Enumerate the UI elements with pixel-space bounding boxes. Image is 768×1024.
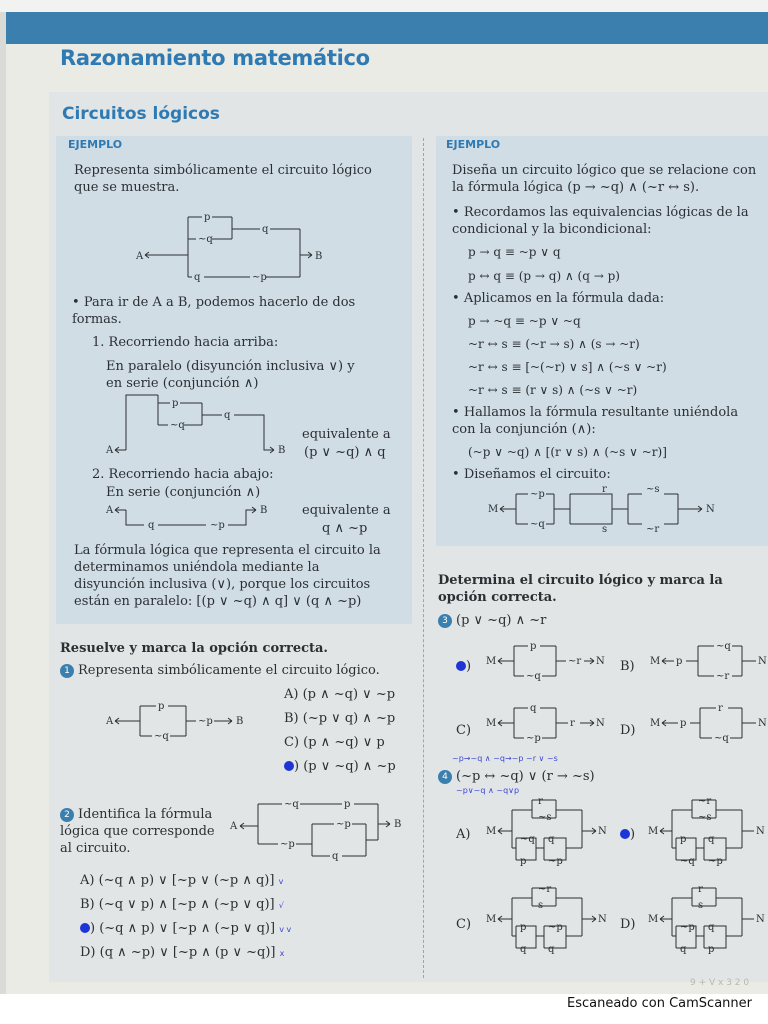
ink-mark: v — [278, 877, 284, 886]
resuelve-title: Resuelve y marca la opción correcta. — [60, 641, 328, 656]
svg-text:A: A — [136, 251, 144, 262]
left-example-label: EJEMPLO — [68, 138, 123, 151]
circuit-example-down — [106, 503, 290, 533]
equation-1: p → q ≡ ~p ∨ q — [468, 245, 561, 259]
equation-4: ~r ↔ s ≡ (~r → s) ∧ (s → ~r) — [468, 337, 640, 351]
svg-text:M: M — [650, 718, 661, 729]
question-3-formula: (p ∨ ~q) ∧ ~r — [456, 613, 547, 628]
svg-text:~p: ~p — [530, 489, 545, 500]
svg-text:~p: ~p — [548, 856, 563, 867]
svg-text:~r: ~r — [568, 656, 582, 667]
header-band — [6, 12, 768, 44]
svg-text:q: q — [148, 520, 155, 531]
question-2 — [60, 806, 230, 857]
svg-text:r: r — [570, 718, 575, 729]
svg-text:p: p — [708, 944, 715, 955]
question-3 — [438, 612, 546, 629]
svg-text:N: N — [596, 656, 605, 667]
svg-text:r: r — [718, 703, 723, 714]
svg-text:~r: ~r — [698, 796, 712, 807]
svg-text:q: q — [520, 944, 527, 955]
svg-text:A: A — [106, 716, 114, 727]
right-example-label: EJEMPLO — [446, 138, 501, 151]
column-divider — [423, 138, 424, 978]
step2-text: En serie (conjunción ∧) — [106, 485, 261, 500]
svg-text:~p: ~p — [252, 272, 267, 283]
svg-text:p: p — [520, 922, 527, 933]
right-bullet-3: • Hallamos la fórmula resultante uniéndola con la conjunción (∧): — [452, 405, 739, 437]
selected-mark — [284, 761, 294, 771]
q4-option-b[interactable] — [620, 826, 635, 843]
svg-text:N: N — [756, 826, 765, 837]
svg-text:~r: ~r — [538, 884, 552, 895]
svg-text:~p: ~p — [210, 520, 225, 531]
q1-option-d-text: ) (p ∨ ~q) ∧ ~p — [294, 759, 396, 774]
svg-text:p: p — [344, 799, 351, 810]
svg-text:M: M — [486, 826, 497, 837]
svg-text:B: B — [278, 445, 286, 456]
svg-text:M: M — [486, 718, 497, 729]
svg-text:~q: ~q — [714, 733, 729, 744]
ink-mark: v v — [279, 925, 292, 934]
q2-option-a[interactable] — [80, 872, 283, 890]
svg-text:N: N — [598, 826, 607, 837]
question-3-number: 3 — [438, 614, 452, 628]
right-example-prompt: Diseña un circuito lógico que se relacione con la fórmula lógica (p → ~q) ∧ (~r ↔ s). — [452, 163, 757, 195]
circuit-example-1 — [136, 205, 336, 285]
q1-option-a[interactable]: A) (p ∧ ~q) ∨ ~p — [284, 687, 396, 702]
svg-text:q: q — [680, 944, 687, 955]
svg-text:N: N — [758, 718, 767, 729]
svg-text:B: B — [236, 716, 244, 727]
question-1 — [60, 662, 380, 679]
svg-text:M: M — [648, 914, 659, 925]
svg-text:B: B — [315, 251, 323, 262]
svg-text:~p: ~p — [548, 922, 563, 933]
svg-text:N: N — [758, 656, 767, 667]
svg-text:p: p — [680, 834, 687, 845]
determina-title: Determina el circuito lógico y marca la opción correcta. — [438, 573, 723, 605]
svg-text:p: p — [172, 398, 179, 409]
q4-option-d-label[interactable]: D) — [620, 917, 636, 932]
equation-2: p ↔ q ≡ (p → q) ∧ (q → p) — [468, 269, 620, 283]
circuit-example-up — [106, 395, 290, 457]
svg-text:p: p — [158, 701, 165, 712]
top-edge — [0, 0, 768, 12]
q4-option-a-label[interactable]: A) — [456, 827, 471, 842]
right-bullet-1: • Recordamos las equivalencias lógicas de la condicional y la bicondicional: — [452, 205, 749, 237]
svg-text:~q: ~q — [526, 671, 541, 682]
left-bullet-intro: • Para ir de A a B, podemos hacerlo de dos formas. — [72, 295, 356, 327]
svg-text:~s: ~s — [698, 812, 712, 823]
svg-text:~r: ~r — [646, 524, 660, 535]
svg-text:q: q — [332, 851, 339, 862]
circuit-q4-b[interactable] — [648, 796, 768, 866]
svg-text:~q: ~q — [520, 834, 535, 845]
svg-text:p: p — [520, 856, 527, 867]
svg-text:s: s — [698, 900, 704, 911]
svg-text:q: q — [224, 410, 231, 421]
q2-option-b[interactable] — [80, 896, 284, 914]
circuit-q3-d[interactable] — [650, 702, 768, 742]
svg-text:s: s — [602, 524, 608, 535]
q3-option-d-label[interactable]: D) — [620, 723, 636, 738]
svg-text:B: B — [260, 505, 268, 516]
q2-option-a-text: A) (~q ∧ p) ∨ [~p ∨ (~p ∧ q)] — [80, 873, 275, 888]
svg-text:~p: ~p — [336, 819, 351, 830]
circuit-q3-b[interactable] — [650, 640, 768, 680]
right-bullet-3-text: Hallamos la fórmula resultante uniéndola con la conjunción (∧): — [452, 405, 739, 437]
step1-formula: (p ∨ ~q) ∧ q — [304, 445, 386, 460]
circuit-q3-c[interactable] — [486, 702, 610, 742]
svg-text:p: p — [204, 212, 211, 223]
svg-text:r: r — [698, 884, 703, 895]
equation-5: ~r ↔ s ≡ [~(~r) ∨ s] ∧ (~s ∨ ~r) — [468, 360, 667, 374]
section-title: Circuitos lógicos — [62, 104, 220, 124]
svg-text:~r: ~r — [716, 671, 730, 682]
right-bullet-1-text: Recordamos las equivalencias lógicas de la condicional y la bicondicional: — [452, 205, 749, 237]
svg-text:~p: ~p — [280, 839, 295, 850]
svg-text:p: p — [676, 656, 683, 667]
circuit-q1 — [106, 700, 266, 744]
svg-text:~p: ~p — [526, 733, 541, 744]
svg-text:A: A — [106, 445, 114, 456]
svg-text:~q: ~q — [530, 519, 545, 530]
q2-option-d-text: D) (q ∧ ~p) ∨ [~p ∧ (p ∨ ~q)] — [80, 945, 276, 960]
svg-text:q: q — [548, 944, 555, 955]
svg-text:~q: ~q — [680, 856, 695, 867]
q4-option-b-label: ) — [630, 827, 636, 842]
svg-text:~q: ~q — [170, 420, 185, 431]
svg-text:~s: ~s — [538, 812, 552, 823]
q3-option-a-label: ) — [466, 659, 472, 674]
question-1-number: 1 — [60, 664, 74, 678]
svg-text:~p: ~p — [680, 922, 695, 933]
step1-text: En paralelo (disyunción inclusiva ∨) y en serie (conjunción ∧) — [106, 359, 355, 391]
svg-text:N: N — [598, 914, 607, 925]
svg-text:p: p — [530, 641, 537, 652]
handwritten-note-2: ~p∨~q ∧ ~q∨p — [456, 786, 520, 795]
left-bullet-intro-text: Para ir de A a B, podemos hacerlo de dos formas. — [72, 295, 356, 327]
svg-text:q: q — [708, 922, 715, 933]
page-heading: Razonamiento matemático — [60, 46, 370, 70]
svg-text:~q: ~q — [716, 641, 731, 652]
svg-text:q: q — [708, 834, 715, 845]
svg-text:~q: ~q — [154, 731, 169, 742]
svg-text:~q: ~q — [198, 234, 213, 245]
q1-option-b[interactable]: B) (~p ∨ q) ∧ ~p — [284, 711, 396, 726]
circuit-q2 — [230, 798, 410, 868]
svg-text:~p: ~p — [198, 716, 213, 727]
svg-text:N: N — [706, 504, 715, 515]
selected-mark — [80, 923, 90, 933]
q4-option-c-label[interactable]: C) — [456, 917, 472, 932]
left-example-prompt: Representa simbólicamente el circuito lógico que se muestra. — [74, 163, 372, 195]
svg-text:N: N — [596, 718, 605, 729]
step2-formula: q ∧ ~p — [322, 521, 368, 536]
handwritten-note-1: ~p→~q ∧ ~q→~p ~r ∨ ~s — [452, 754, 558, 763]
step1-title: 1. Recorriendo hacia arriba: — [92, 335, 279, 350]
equation-3: p → ~q ≡ ~p ∨ ~q — [468, 314, 581, 328]
question-2-text: Identifica la fórmula lógica que corresponde al circuito. — [60, 807, 215, 856]
circuit-q4-d[interactable] — [648, 884, 768, 954]
circuit-design — [488, 484, 728, 535]
equation-7: (~p ∨ ~q) ∧ [(r ∨ s) ∧ (~s ∨ ~r)] — [468, 445, 667, 459]
svg-text:M: M — [488, 504, 499, 515]
svg-text:M: M — [486, 656, 497, 667]
question-4-formula: (~p ↔ ~q) ∨ (r → ~s) — [456, 769, 595, 784]
q2-option-c[interactable] — [80, 920, 291, 938]
circuit-q3-a[interactable] — [486, 640, 610, 680]
question-4-number: 4 — [438, 770, 452, 784]
svg-text:p: p — [680, 718, 687, 729]
question-2-number: 2 — [60, 808, 74, 822]
svg-text:~p: ~p — [708, 856, 723, 867]
right-bullet-4: • Diseñamos el circuito: — [452, 467, 611, 482]
svg-text:q: q — [530, 703, 537, 714]
svg-text:N: N — [756, 914, 765, 925]
right-bullet-4-text: Diseñamos el circuito: — [463, 467, 611, 482]
step1-equiv: equivalente a — [302, 427, 391, 442]
circuit-q4-c[interactable] — [486, 884, 612, 954]
svg-text:A: A — [106, 505, 114, 516]
camscanner-label: Escaneado con CamScanner — [566, 996, 752, 1011]
left-conclusion: La fórmula lógica que representa el circuito la determinamos uniéndola mediante la disyunción inclusiva (∨), porque los circuitos están en paralelo: [(p ∨ ~q) ∧ q] ∨ (q ∧ ~p) — [74, 543, 381, 609]
selected-mark — [456, 661, 466, 671]
svg-text:A: A — [230, 821, 238, 832]
page-number: 9 + V x 3 2 0 — [690, 978, 750, 988]
q2-option-d[interactable] — [80, 944, 284, 962]
q2-option-c-text: ) (~q ∧ p) ∨ [~p ∧ (~p ∨ q)] — [90, 921, 276, 936]
right-bullet-2: • Aplicamos en la fórmula dada: — [452, 291, 665, 306]
selected-mark — [620, 829, 630, 839]
circuit-q4-a[interactable] — [486, 796, 612, 866]
question-4 — [438, 768, 595, 785]
svg-text:q: q — [194, 272, 201, 283]
svg-text:M: M — [486, 914, 497, 925]
q2-option-b-text: B) (~q ∨ p) ∧ [~p ∧ (~p ∨ q)] — [80, 897, 275, 912]
step2-equiv: equivalente a — [302, 503, 391, 518]
svg-text:r: r — [538, 796, 543, 807]
step2-title: 2. Recorriendo hacia abajo: — [92, 467, 274, 482]
right-bullet-2-text: Aplicamos en la fórmula dada: — [463, 291, 665, 306]
svg-text:q: q — [548, 834, 555, 845]
ink-mark: √ — [278, 901, 284, 910]
question-1-text: Representa simbólicamente el circuito lógico. — [78, 663, 380, 678]
svg-text:~q: ~q — [284, 799, 299, 810]
svg-text:~s: ~s — [646, 484, 660, 495]
equation-6: ~r ↔ s ≡ (r ∨ s) ∧ (~s ∨ ~r) — [468, 383, 638, 397]
svg-text:q: q — [262, 224, 269, 235]
ink-mark: x — [279, 949, 285, 958]
svg-text:M: M — [650, 656, 661, 667]
svg-text:M: M — [648, 826, 659, 837]
q1-option-c[interactable]: C) (p ∧ ~q) ∨ p — [284, 735, 385, 750]
q3-option-b-label[interactable]: B) — [620, 659, 635, 674]
q1-option-d[interactable] — [284, 758, 396, 775]
svg-text:r: r — [602, 484, 607, 495]
svg-text:B: B — [394, 819, 402, 830]
q3-option-c-label[interactable]: C) — [456, 723, 472, 738]
svg-text:s: s — [538, 900, 544, 911]
q3-option-a[interactable] — [456, 658, 471, 675]
